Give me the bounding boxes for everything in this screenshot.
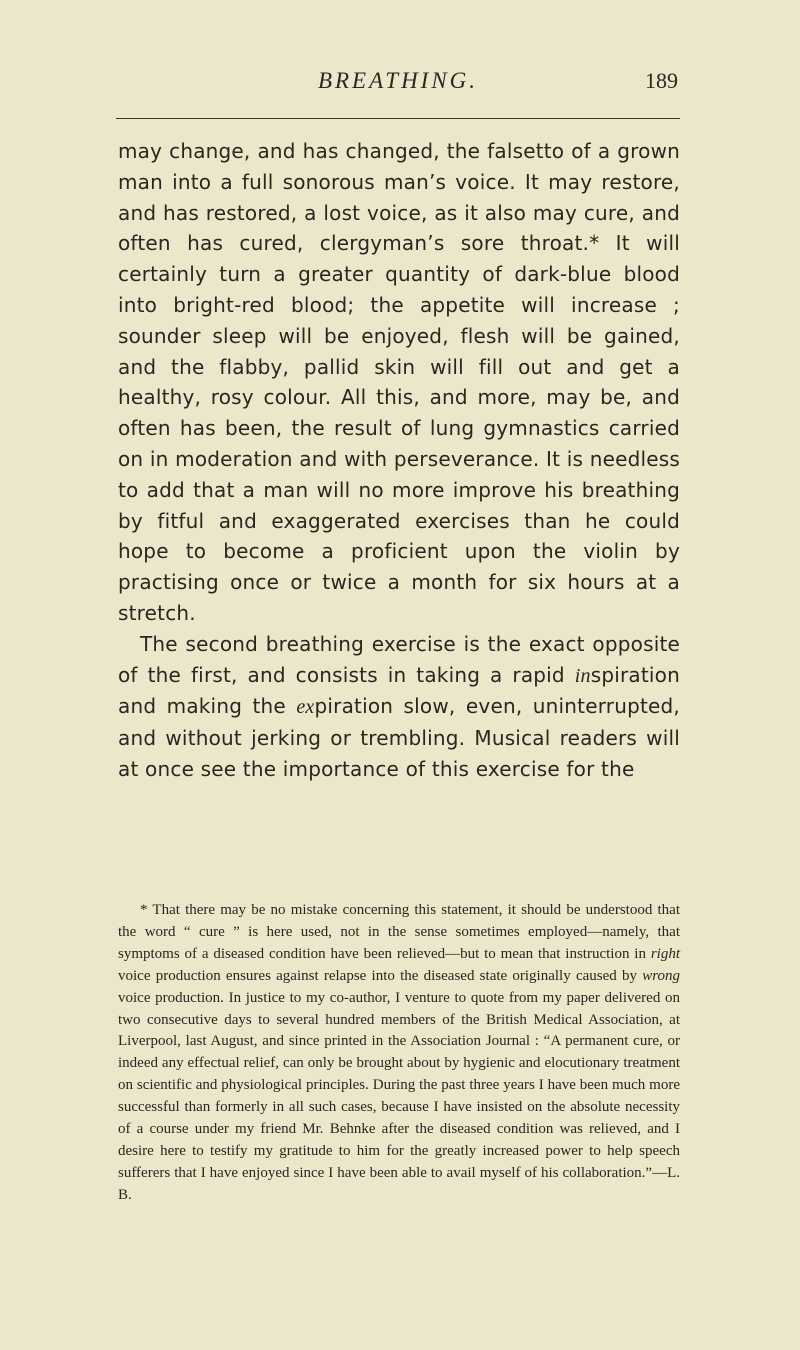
running-title: BREATHING. [317,68,479,93]
body-text [118,136,680,785]
paragraph-1-text: may change, and has changed, the falsetto of a grown man into a full sonorous man’s voice. It may restore, and has restored, a lost voice, as it also may cure, and often has cured, clergyman’s sore throat.* It will certainly turn a greater quantity of dark-blue blood into bright-red blood; the appetite will increase ; sounder sleep will be enjoyed, flesh will be gained, and the flabby, pallid skin will fill out and get a healthy, rosy colour. All this, and more, may be, and often has been, the result of lung gymnastics carried on in moderation and with perseverance. It is needless to add that a man will no more improve his breathing by fitful and exaggerated exercises than he could hope to become a proficient upon the violin by practising once or twice a month for six hours at a stretch. [118,139,680,625]
running-head [118,68,678,104]
paragraph-1 [118,136,680,629]
footnote-text-1: * That there may be no mistake concerning this statement, it should be understood that the word “ cure ” is here used, not in the sense sometimes employed—namely, that symptoms of a diseased condition have been relieved—but to mean that instruction in [118,902,680,962]
emphasis-right: right [650,945,680,962]
paragraph-2 [118,629,680,785]
paragraph-2-text-a: The second breathing exercise is the exact opposite of the first, and consists in taking a rapid [118,631,680,687]
page-number: 189 [645,68,678,93]
footnote-text-2: voice production ensures against relapse into the diseased state originally caused by [118,967,643,984]
footnote [118,900,680,1207]
emphasis-wrong: wrong [642,967,680,984]
header-rule [116,118,680,119]
footnote-text-3: voice production. In justice to my co-author, I venture to quote from my paper delivered on two consecutive days to several hundred members of the British Medical Association, at Liverpool, last August, and since printed in the Association Journal : “A permanent cure, or indeed any effectual relief, can only be brought about by hygienic and elocutionary treatment on scientific and physiological principles. During the past three years I have been much more successful than formerly in all such cases, because I have insisted on the absolute necessity of a course under my friend Mr. Behnke after the diseased condition was relieved, and I desire here to testify my gratitude to him for the greatly increased power to help speech sufferers that I have enjoyed since I have been able to avail myself of his collaboration.”—L. B. [118,989,680,1203]
paragraph-2-text-c: piration slow, even, uninterrupted, and without jerking or trembling. Musical readers will at once see the importance of this exercise for the [118,694,680,781]
emphasis-ex: ex [296,696,315,719]
paragraph-2-text-b: spiration and making the [118,662,680,719]
emphasis-in: in [574,664,591,687]
